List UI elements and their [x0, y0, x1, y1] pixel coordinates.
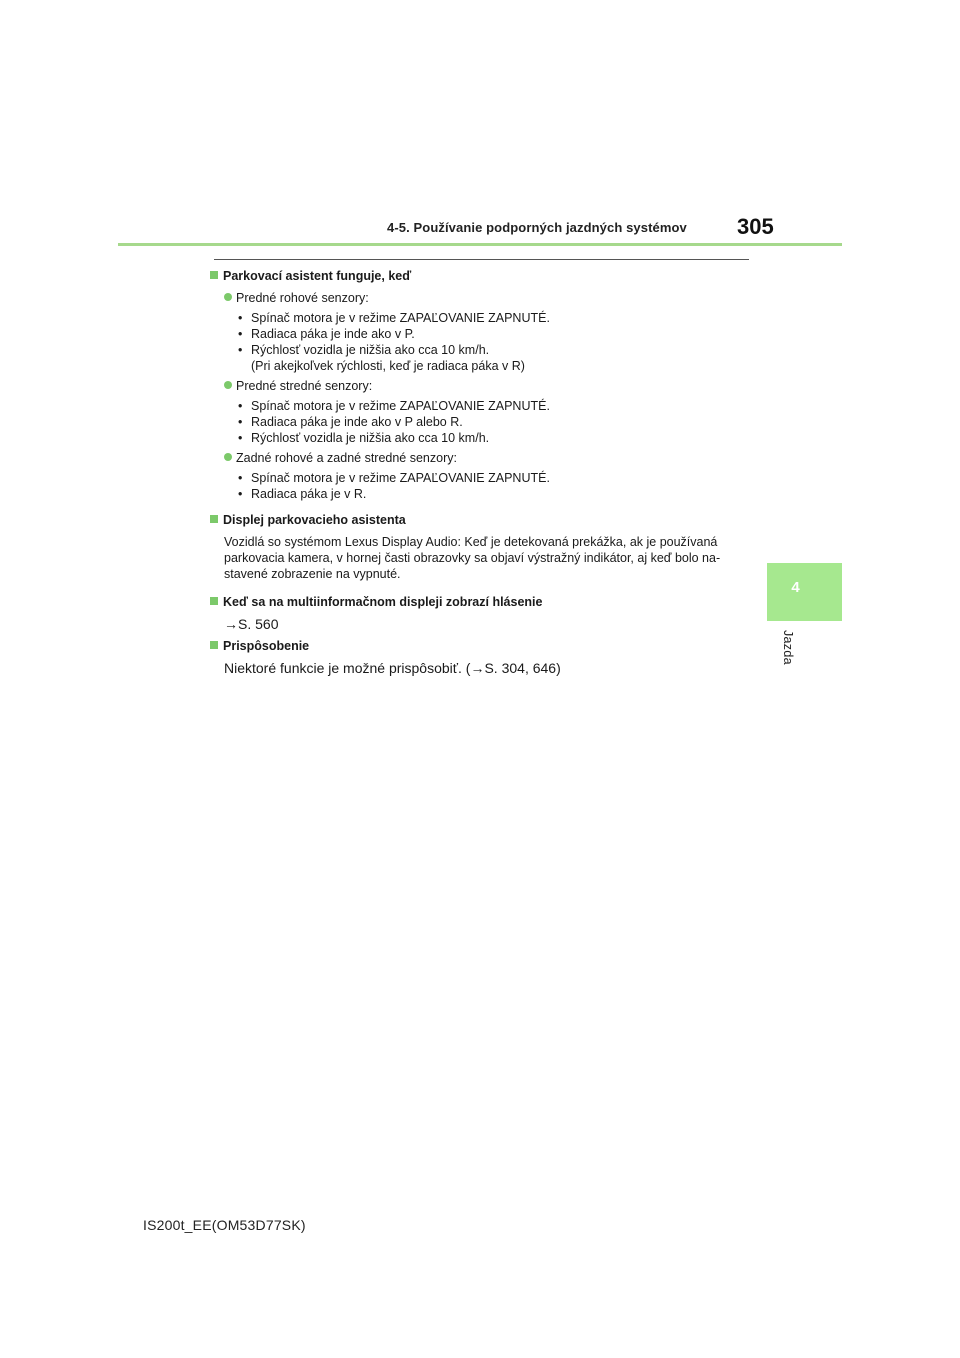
section-heading	[210, 638, 755, 654]
sub-heading-label: Predné rohové senzory:	[236, 291, 369, 305]
circle-bullet-icon	[224, 453, 232, 461]
chapter-tab	[767, 563, 842, 621]
document-code: IS200t_EE(OM53D77SK)	[143, 1217, 306, 1233]
list-item: • Spínač motora je v režime ZAPAĽOVANIE ZAPNUTÉ.	[238, 311, 550, 325]
page-reference: →S. 560	[224, 616, 279, 632]
sub-heading-label: Predné stredné senzory:	[236, 379, 373, 393]
section-heading	[210, 268, 755, 284]
section-heading	[210, 594, 755, 610]
bullet-mark: •	[238, 431, 243, 445]
sub-heading-label: Zadné rohové a zadné stredné senzory:	[236, 451, 457, 465]
header-rule	[118, 243, 842, 246]
sub-heading	[224, 290, 755, 306]
square-bullet-icon	[210, 271, 218, 279]
section-title: Displej parkovacieho asistenta	[223, 513, 406, 527]
bullet-mark: •	[238, 471, 243, 485]
section-heading	[210, 512, 755, 528]
circle-bullet-icon	[224, 381, 232, 389]
bullet-list	[238, 398, 755, 446]
circle-bullet-icon	[224, 293, 232, 301]
bullet-list	[238, 470, 755, 502]
list-item: • Radiaca páka je v R.	[238, 487, 367, 501]
chapter-label: Jazda	[781, 630, 795, 665]
bullet-mark: •	[238, 343, 243, 357]
page-content	[210, 268, 755, 682]
section-title: Keď sa na multiinformačnom displeji zobrazí hlásenie	[223, 595, 543, 609]
bullet-mark: •	[238, 399, 243, 413]
square-bullet-icon	[210, 515, 218, 523]
list-item: • Rýchlosť vozidla je nižšia ako cca 10 km/h.	[238, 431, 490, 445]
section-paragraph: Niektoré funkcie je možné prispôsobiť. (→S. 304, 646)	[224, 660, 561, 676]
square-bullet-icon	[210, 641, 218, 649]
list-item-continuation: (Pri akejkoľvek rýchlosti, keď je radiaca páka v R)	[251, 359, 525, 373]
page-number: 305	[737, 214, 774, 239]
list-item: • Radiaca páka je inde ako v P.	[238, 327, 415, 341]
section-title: Parkovací asistent funguje, keď	[223, 269, 412, 283]
bullet-mark: •	[238, 487, 243, 501]
sub-heading	[224, 450, 755, 466]
sub-heading	[224, 378, 755, 394]
list-item: • Spínač motora je v režime ZAPAĽOVANIE ZAPNUTÉ.	[238, 471, 550, 485]
section-divider	[214, 259, 749, 260]
bullet-mark: •	[238, 327, 243, 341]
chapter-number: 4	[791, 579, 800, 596]
list-item: • Radiaca páka je inde ako v P alebo R.	[238, 415, 463, 429]
square-bullet-icon	[210, 597, 218, 605]
section-title: Prispôsobenie	[223, 639, 310, 653]
section-paragraph: Vozidlá so systémom Lexus Display Audio: Keď je detekovaná prekážka, ak je používaná parkovacia kamera, v hornej časti obrazovky sa objaví výstražný indikátor, aj keď bolo na-stavené zobrazenie na vypnuté.	[224, 535, 721, 581]
bullet-mark: •	[238, 415, 243, 429]
bullet-mark: •	[238, 311, 243, 325]
running-header: 4-5. Používanie podporných jazdných systémov	[387, 220, 687, 235]
bullet-list	[238, 310, 755, 374]
list-item: • Rýchlosť vozidla je nižšia ako cca 10 km/h.	[238, 343, 490, 357]
list-item: • Spínač motora je v režime ZAPAĽOVANIE ZAPNUTÉ.	[238, 399, 550, 413]
